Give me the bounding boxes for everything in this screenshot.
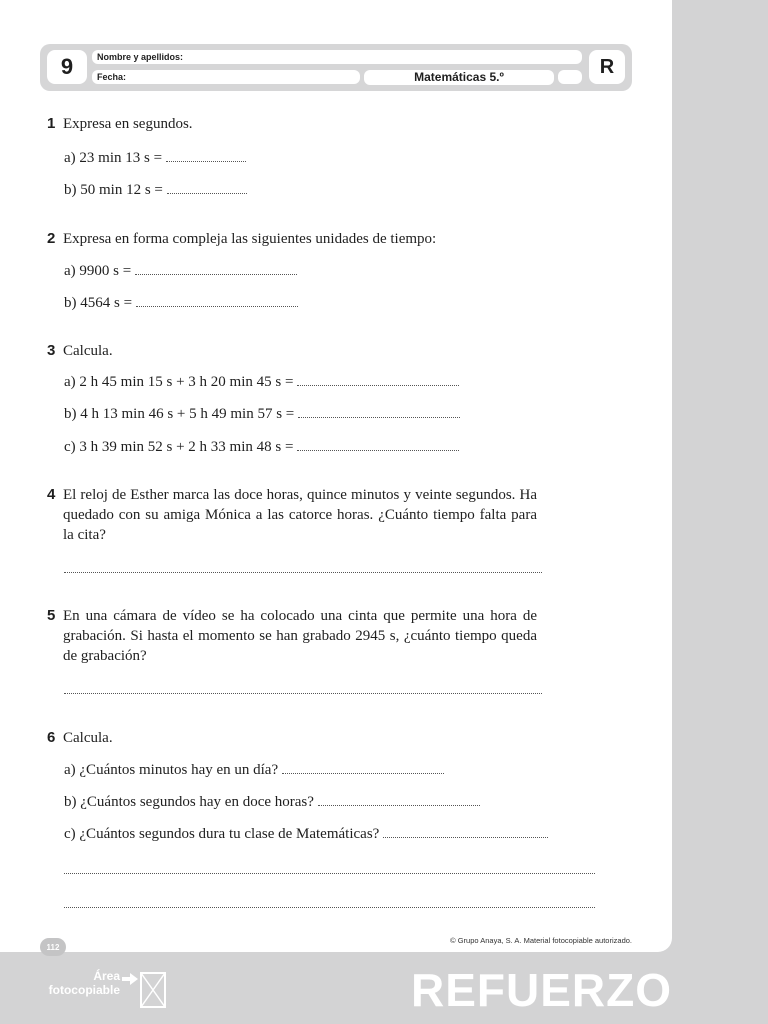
date-field[interactable]: Fecha:: [92, 70, 360, 84]
exercise-5: [47, 606, 537, 666]
unit-number: 9: [47, 50, 87, 84]
prompt-text: El reloj de Esther marca las doce horas, quince minutos y veinte segundos. Ha quedado con su amiga Mónica a las catorce horas. ¿Cuánto tiempo falta para la cita?: [63, 487, 537, 543]
exercise-number: 1: [47, 115, 56, 132]
exercise-6b: [64, 792, 480, 812]
prompt-text: Calcula.: [63, 730, 113, 746]
prompt-text: En una cámara de vídeo se ha colocado una cinta que permite una hora de grabación. Si hasta el momento se han grabado 2945 s, ¿cuánto tiempo queda de grabación?: [63, 608, 537, 664]
arrow-right-icon: [122, 973, 138, 985]
prompt-text: Calcula.: [63, 343, 113, 359]
exercise-1-prompt: [47, 114, 193, 134]
exercise-6-prompt: [47, 728, 113, 748]
exercise-6c: [64, 824, 548, 844]
item-text: b) ¿Cuántos segundos hay en doce horas?: [64, 794, 314, 810]
answer-blank[interactable]: [135, 273, 297, 275]
exercise-2b: [64, 293, 298, 313]
exercise-1a: [64, 148, 246, 168]
exercise-3b: [64, 404, 460, 424]
item-text: b) 50 min 12 s =: [64, 182, 163, 198]
prompt-text: Expresa en segundos.: [63, 116, 193, 132]
answer-blank[interactable]: [383, 836, 548, 838]
prompt-text: Expresa en forma compleja las siguientes unidades de tiempo:: [63, 231, 437, 247]
exercise-3c: [64, 437, 459, 457]
header-band: [40, 44, 632, 91]
area-label: [38, 969, 120, 997]
item-text: a) 2 h 45 min 15 s + 3 h 20 min 45 s =: [64, 374, 294, 390]
area-label-line2: fotocopiable: [48, 983, 120, 997]
exercise-6a: [64, 760, 444, 780]
item-text: b) 4564 s =: [64, 295, 133, 311]
copyright-note: © Grupo Anaya, S. A. Material fotocopiable autorizado.: [450, 936, 632, 945]
answer-line[interactable]: [64, 872, 595, 874]
item-text: a) 9900 s =: [64, 263, 132, 279]
answer-blank[interactable]: [318, 804, 480, 806]
exercise-1b: [64, 180, 247, 200]
subject-label: Matemáticas 5.º: [364, 70, 554, 85]
exercise-2-prompt: [47, 229, 436, 249]
answer-blank[interactable]: [136, 305, 298, 307]
answer-blank[interactable]: [166, 160, 246, 162]
exercise-number: 2: [47, 230, 56, 247]
exercise-number: 6: [47, 729, 56, 746]
answer-line[interactable]: [64, 692, 542, 694]
section-title: REFUERZO: [411, 964, 672, 1016]
item-text: c) 3 h 39 min 52 s + 2 h 33 min 48 s =: [64, 439, 294, 455]
page-number: 112: [40, 938, 66, 956]
item-text: c) ¿Cuántos segundos dura tu clase de Matemáticas?: [64, 826, 380, 842]
name-field[interactable]: Nombre y apellidos:: [92, 50, 582, 64]
exercise-3-prompt: [47, 341, 113, 361]
answer-blank[interactable]: [297, 384, 459, 386]
level-letter: R: [589, 50, 625, 84]
photocopy-icon: [140, 972, 166, 1008]
item-text: a) ¿Cuántos minutos hay en un día?: [64, 762, 279, 778]
answer-blank[interactable]: [298, 416, 460, 418]
answer-line[interactable]: [64, 571, 542, 573]
blank-field: [558, 70, 582, 84]
exercise-4: [47, 485, 537, 545]
exercise-2a: [64, 261, 297, 281]
area-label-line1: Área: [93, 969, 120, 983]
answer-blank[interactable]: [282, 772, 444, 774]
answer-blank[interactable]: [167, 192, 247, 194]
item-text: a) 23 min 13 s =: [64, 150, 163, 166]
answer-blank[interactable]: [297, 449, 459, 451]
exercise-3a: [64, 372, 459, 392]
exercise-number: 5: [47, 607, 56, 624]
exercise-number: 3: [47, 342, 56, 359]
answer-line[interactable]: [64, 906, 595, 908]
item-text: b) 4 h 13 min 46 s + 5 h 49 min 57 s =: [64, 406, 295, 422]
exercise-number: 4: [47, 486, 56, 503]
